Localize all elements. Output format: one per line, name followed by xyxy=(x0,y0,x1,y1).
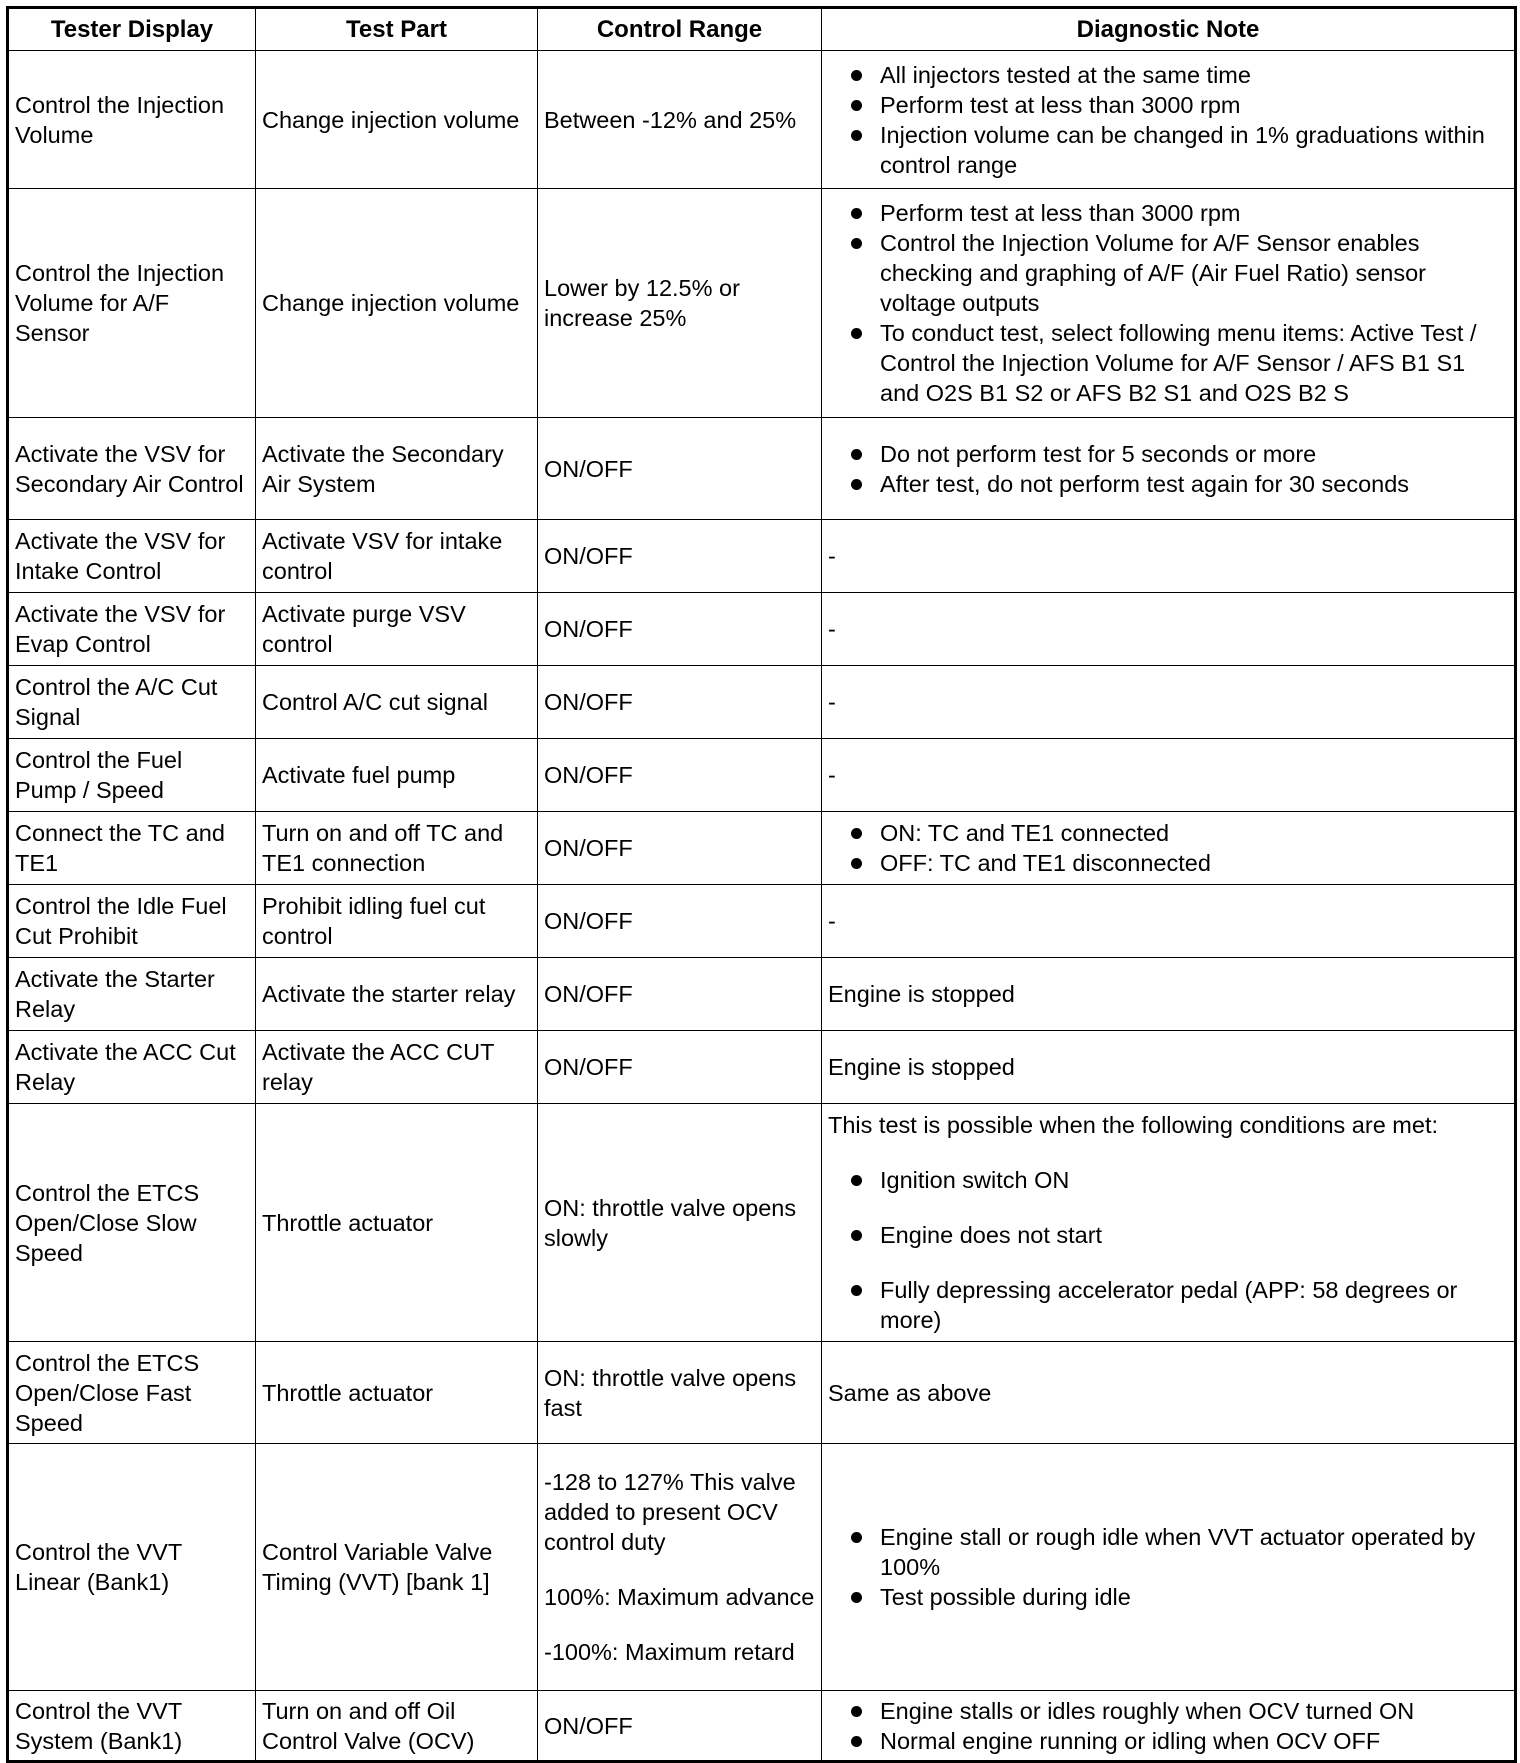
note-bullets xyxy=(828,439,1508,499)
diagnostic-note-cell: Same as above xyxy=(822,1342,1516,1444)
note-bullet: Injection volume can be changed in 1% graduations within control range xyxy=(828,120,1508,180)
tester-display-cell: Control the ETCS Open/Close Fast Speed xyxy=(8,1342,256,1444)
tester-display-cell: Control the ETCS Open/Close Slow Speed xyxy=(8,1104,256,1342)
diagnostic-note-cell xyxy=(822,1691,1516,1762)
test-part-cell: Throttle actuator xyxy=(256,1104,538,1342)
note-bullet: Test possible during idle xyxy=(828,1582,1508,1612)
diagnostic-note-cell xyxy=(822,418,1516,520)
control-range-cell xyxy=(538,1444,822,1691)
control-range-cell: ON/OFF xyxy=(538,418,822,520)
note-bullet: After test, do not perform test again for 30 seconds xyxy=(828,469,1508,499)
test-part-cell: Activate the starter relay xyxy=(256,958,538,1031)
control-range-cell: ON/OFF xyxy=(538,520,822,593)
control-range-cell: Between -12% and 25% xyxy=(538,51,822,189)
test-part-cell: Turn on and off Oil Control Valve (OCV) xyxy=(256,1691,538,1762)
tester-display-cell: Activate the VSV for Evap Control xyxy=(8,593,256,666)
table-row xyxy=(8,1342,1516,1444)
tester-display-cell: Activate the Starter Relay xyxy=(8,958,256,1031)
test-part-cell: Turn on and off TC and TE1 connection xyxy=(256,812,538,885)
note-bullet: All injectors tested at the same time xyxy=(828,60,1508,90)
test-part-cell: Throttle actuator xyxy=(256,1342,538,1444)
header-test-part: Test Part xyxy=(256,8,538,51)
note-bullet: ON: TC and TE1 connected xyxy=(828,818,1508,848)
table-row xyxy=(8,593,1516,666)
note-bullet: Perform test at less than 3000 rpm xyxy=(828,90,1508,120)
control-range-cell: ON/OFF xyxy=(538,593,822,666)
table-row xyxy=(8,958,1516,1031)
control-range-cell: ON/OFF xyxy=(538,1031,822,1104)
note-bullet: OFF: TC and TE1 disconnected xyxy=(828,848,1508,878)
tester-display-cell: Control the VVT System (Bank1) xyxy=(8,1691,256,1762)
test-part-cell: Control Variable Valve Timing (VVT) [bank 1] xyxy=(256,1444,538,1691)
note-bullet: Engine does not start xyxy=(828,1220,1508,1250)
tester-display-cell: Control the Fuel Pump / Speed xyxy=(8,739,256,812)
note-bullet: To conduct test, select following menu items: Active Test / Control the Injection Volume for A/F Sensor / AFS B1 S1 and O2S B1 S2 or AFS B2 S1 and O2S B2 S xyxy=(828,318,1508,408)
tester-display-cell: Control the Injection Volume xyxy=(8,51,256,189)
control-range-cell: ON/OFF xyxy=(538,1691,822,1762)
note-bullets xyxy=(828,818,1508,878)
table-row xyxy=(8,418,1516,520)
diagnostic-note-cell xyxy=(822,812,1516,885)
note-bullet: Fully depressing accelerator pedal (APP: 58 degrees or more) xyxy=(828,1275,1508,1335)
tester-display-cell: Control the VVT Linear (Bank1) xyxy=(8,1444,256,1691)
table-row xyxy=(8,51,1516,189)
note-bullet: Normal engine running or idling when OCV OFF xyxy=(828,1726,1508,1756)
test-part-cell: Activate the ACC CUT relay xyxy=(256,1031,538,1104)
note-intro: This test is possible when the following conditions are met: xyxy=(828,1112,1439,1138)
test-part-cell: Change injection volume xyxy=(256,51,538,189)
tester-display-cell: Activate the ACC Cut Relay xyxy=(8,1031,256,1104)
tester-display-cell: Control the Idle Fuel Cut Prohibit xyxy=(8,885,256,958)
control-range-cell: ON/OFF xyxy=(538,666,822,739)
note-bullets xyxy=(828,1696,1508,1756)
active-test-table xyxy=(6,6,1517,1763)
diagnostic-note-cell: - xyxy=(822,520,1516,593)
diagnostic-note-cell: - xyxy=(822,666,1516,739)
note-bullet: Engine stall or rough idle when VVT actuator operated by 100% xyxy=(828,1522,1508,1582)
diagnostic-note-cell xyxy=(822,1444,1516,1691)
header-control-range: Control Range xyxy=(538,8,822,51)
control-range-cell: ON: throttle valve opens slowly xyxy=(538,1104,822,1342)
note-bullets xyxy=(828,198,1508,408)
diagnostic-note-cell: Engine is stopped xyxy=(822,1031,1516,1104)
control-range-line: 100%: Maximum advance xyxy=(544,1584,815,1610)
table-row xyxy=(8,520,1516,593)
note-bullets xyxy=(828,1522,1508,1612)
diagnostic-note-cell: Engine is stopped xyxy=(822,958,1516,1031)
test-part-cell: Control A/C cut signal xyxy=(256,666,538,739)
diagnostic-note-cell xyxy=(822,189,1516,418)
table-row xyxy=(8,812,1516,885)
note-bullet: Engine stalls or idles roughly when OCV turned ON xyxy=(828,1696,1508,1726)
table-row xyxy=(8,666,1516,739)
diagnostic-note-cell xyxy=(822,51,1516,189)
control-range-cell: ON/OFF xyxy=(538,739,822,812)
control-range-line: -128 to 127% This valve added to present OCV control duty xyxy=(544,1469,796,1555)
table-row xyxy=(8,1104,1516,1342)
note-bullets xyxy=(828,1165,1508,1335)
control-range-cell: ON/OFF xyxy=(538,812,822,885)
table-row xyxy=(8,885,1516,958)
tester-display-cell: Activate the VSV for Intake Control xyxy=(8,520,256,593)
note-bullet: Do not perform test for 5 seconds or more xyxy=(828,439,1508,469)
tester-display-cell: Connect the TC and TE1 xyxy=(8,812,256,885)
note-bullet: Perform test at less than 3000 rpm xyxy=(828,198,1508,228)
control-range-cell: ON/OFF xyxy=(538,885,822,958)
test-part-cell: Activate VSV for intake control xyxy=(256,520,538,593)
test-part-cell: Activate the Secondary Air System xyxy=(256,418,538,520)
note-bullet: Ignition switch ON xyxy=(828,1165,1508,1195)
control-range-line: -100%: Maximum retard xyxy=(544,1639,795,1665)
diagnostic-note-cell: - xyxy=(822,885,1516,958)
diagnostic-note-cell xyxy=(822,1104,1516,1342)
header-tester-display: Tester Display xyxy=(8,8,256,51)
header-diagnostic-note: Diagnostic Note xyxy=(822,8,1516,51)
table-row xyxy=(8,189,1516,418)
test-part-cell: Activate purge VSV control xyxy=(256,593,538,666)
tester-display-cell: Control the Injection Volume for A/F Sensor xyxy=(8,189,256,418)
table-row xyxy=(8,739,1516,812)
diagnostic-note-cell: - xyxy=(822,593,1516,666)
control-range-cell: ON: throttle valve opens fast xyxy=(538,1342,822,1444)
table-row xyxy=(8,1444,1516,1691)
header-row xyxy=(8,8,1516,51)
tester-display-cell: Control the A/C Cut Signal xyxy=(8,666,256,739)
test-part-cell: Activate fuel pump xyxy=(256,739,538,812)
note-bullets xyxy=(828,60,1508,180)
test-part-cell: Change injection volume xyxy=(256,189,538,418)
tester-display-cell: Activate the VSV for Secondary Air Control xyxy=(8,418,256,520)
diagnostic-note-cell: - xyxy=(822,739,1516,812)
control-range-cell: Lower by 12.5% or increase 25% xyxy=(538,189,822,418)
table-row xyxy=(8,1691,1516,1762)
test-part-cell: Prohibit idling fuel cut control xyxy=(256,885,538,958)
note-bullet: Control the Injection Volume for A/F Sensor enables checking and graphing of A/F (Air Fuel Ratio) sensor voltage outputs xyxy=(828,228,1508,318)
table-row xyxy=(8,1031,1516,1104)
control-range-cell: ON/OFF xyxy=(538,958,822,1031)
